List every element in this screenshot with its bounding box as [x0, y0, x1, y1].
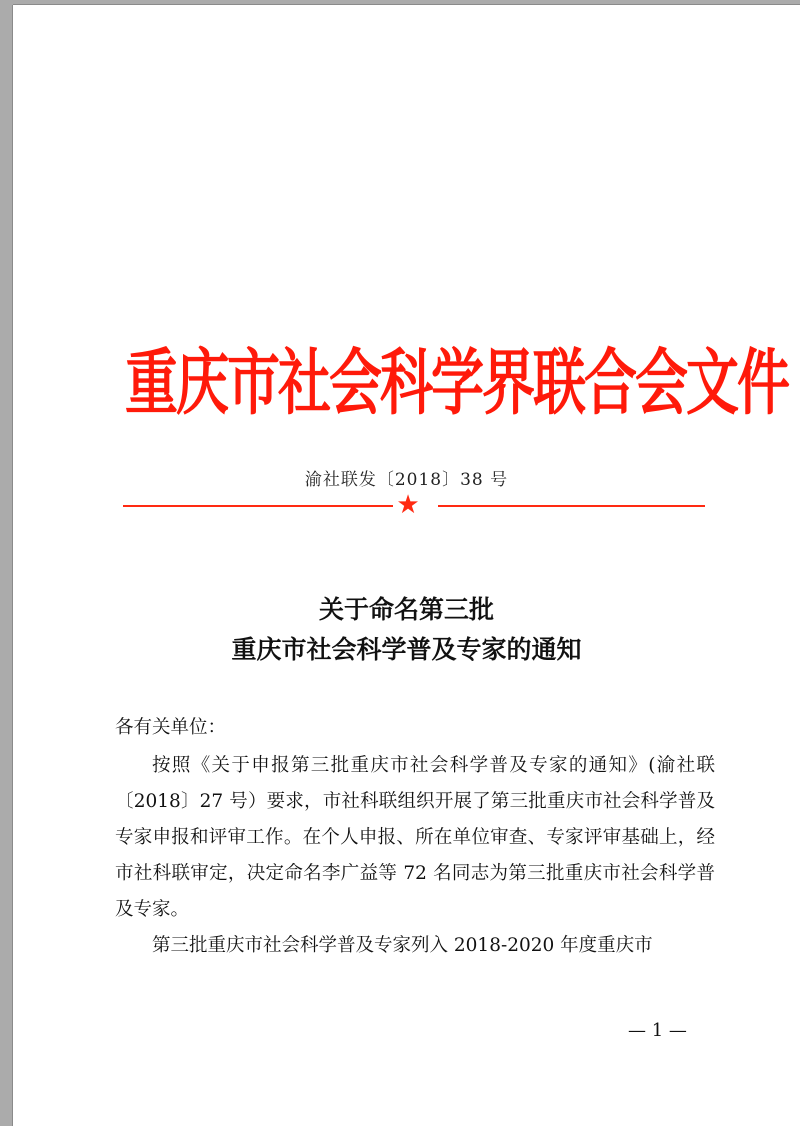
salutation: 各有关单位：: [115, 717, 227, 738]
star-icon: ★: [396, 490, 420, 520]
paragraph-1: 按照《关于申报第三批重庆市社会科学普及专家的通知》(渝社联〔2018〕27 号）要求，市社科联组织开展了第三批重庆市社会科学普及专家申报和评审工作。在个人申报、所在单位审查、专家评审基础上，经市社科联审定，决定命名李广益等 72 名同志为第三批重庆市社会科学普及专家。: [115, 755, 715, 920]
page-number: — 1 —: [628, 1020, 687, 1041]
notice-title-line-1: 关于命名第三批: [318, 595, 494, 624]
paragraph-2: 第三批重庆市社会科学普及专家列入 2018-2020 年度重庆市: [152, 935, 653, 956]
red-rule-left: [123, 505, 393, 507]
document-page: [13, 5, 800, 1126]
document-number: 渝社联发〔2018〕38 号: [304, 470, 509, 490]
notice-title-line-2: 重庆市社会科学普及专家的通知: [231, 635, 582, 664]
notice-title: [13, 590, 800, 670]
body-text: [115, 710, 715, 964]
red-rule-right: [438, 505, 705, 507]
issuer-header-title: 重庆市社会科学界联合会文件: [125, 341, 788, 425]
